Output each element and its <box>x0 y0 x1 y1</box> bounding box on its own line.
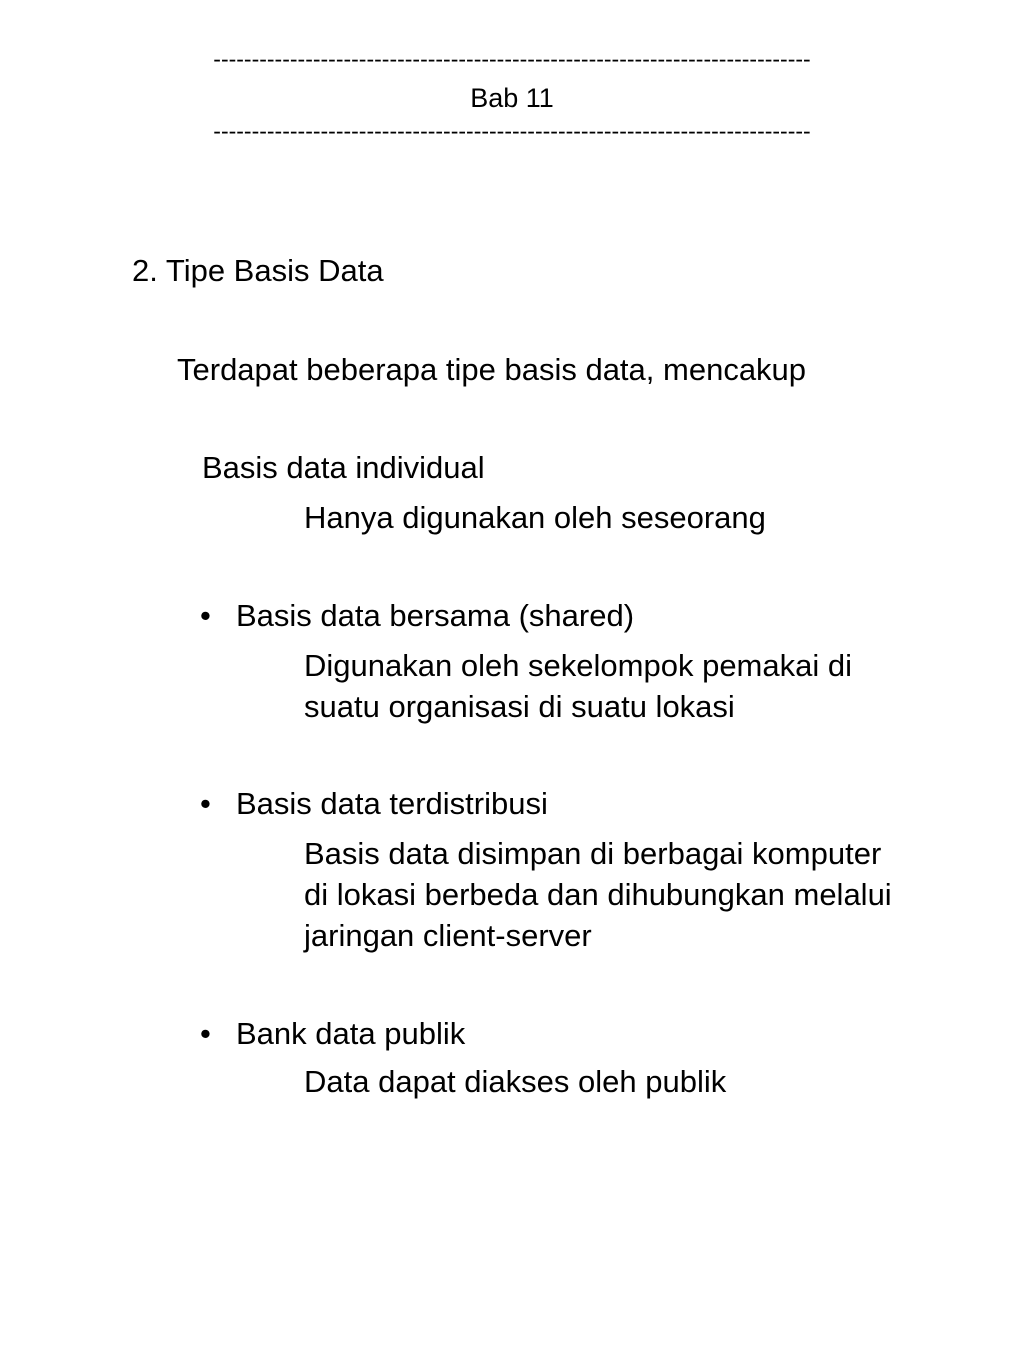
bullet-marker: • <box>200 1016 211 1051</box>
section-title: 2. Tipe Basis Data <box>132 253 384 288</box>
item-description-line: Hanya digunakan oleh seseorang <box>304 500 766 535</box>
item-description-line: di lokasi berbeda dan dihubungkan melalui <box>304 877 892 912</box>
bullet-marker: • <box>200 598 211 633</box>
item-description-line: suatu organisasi di suatu lokasi <box>304 689 735 724</box>
header-rule-top: ------------------------------------------------------------------------------ <box>213 48 811 71</box>
item-description-line: Data dapat diakses oleh publik <box>304 1064 727 1099</box>
section-intro: Terdapat beberapa tipe basis data, mencakup <box>177 352 807 387</box>
item-description-line: jaringan client-server <box>304 918 592 953</box>
item-heading-shared: Basis data bersama (shared) <box>236 598 635 633</box>
item-heading-distributed: Basis data terdistribusi <box>236 786 548 821</box>
item-heading-public-bank: Bank data publik <box>236 1016 466 1051</box>
bullet-marker: • <box>200 786 211 821</box>
header-rule-bottom: ------------------------------------------------------------------------------ <box>213 120 811 143</box>
item-description-line: Digunakan oleh sekelompok pemakai di <box>304 648 852 683</box>
item-description-line: Basis data disimpan di berbagai komputer <box>304 836 882 871</box>
item-heading-individual: Basis data individual <box>202 450 485 485</box>
chapter-label: Bab 11 <box>470 83 554 113</box>
